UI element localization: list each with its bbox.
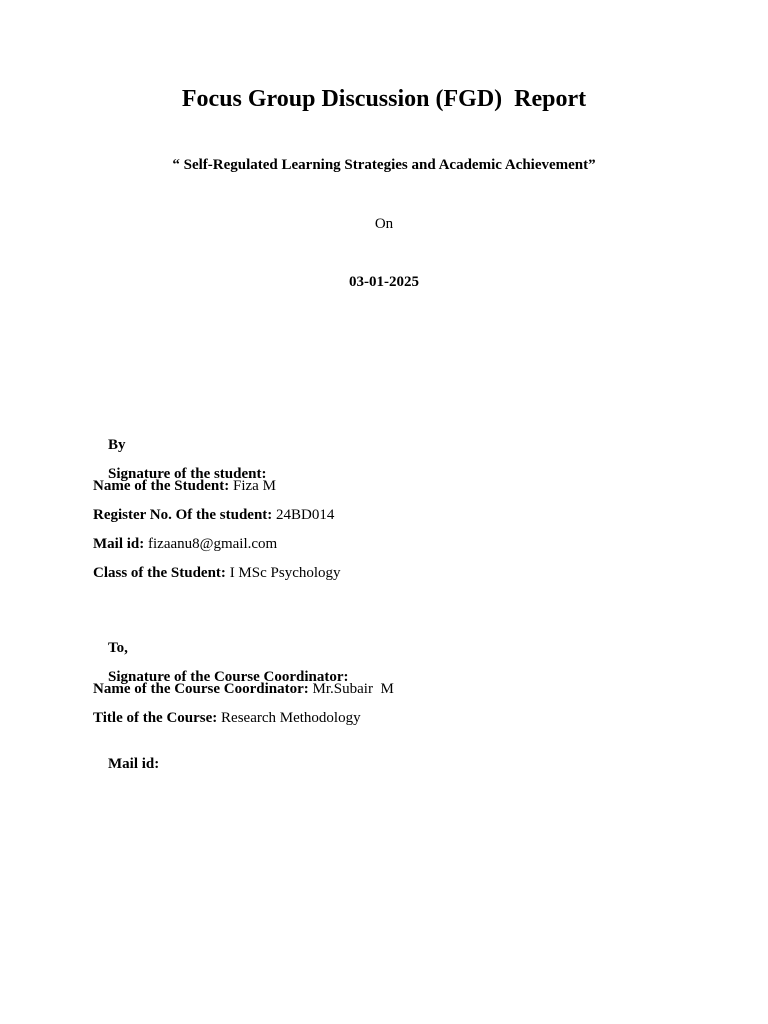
student-register-label: Register No. Of the student: <box>93 507 273 523</box>
student-class-label: Class of the Student: <box>93 565 226 581</box>
student-class-line <box>93 565 341 582</box>
coordinator-mail-label: Mail id: <box>108 756 160 772</box>
course-title-label: Title of the Course: <box>93 710 218 726</box>
document-title: Focus Group Discussion (FGD) Report <box>181 86 587 112</box>
by-text: By <box>108 437 126 453</box>
coordinator-signature-label: Signature of the Course Coordinator: <box>108 669 349 685</box>
to-text: To, <box>108 640 128 656</box>
student-name-line <box>93 478 276 495</box>
student-register-value: 24BD014 <box>276 507 335 523</box>
coordinator-name-line <box>93 681 394 698</box>
student-name-label: Name of the Student: <box>93 478 230 494</box>
coordinator-name-value: Mr.Subair M <box>312 681 394 697</box>
report-date: 03-01-2025 <box>349 274 419 290</box>
document-subtitle: “ Self-Regulated Learning Strategies and Academic Achievement” <box>172 157 596 173</box>
course-title-line <box>93 710 361 727</box>
student-mail-value: fizaanu8@gmail.com <box>148 536 278 552</box>
student-class-value: I MSc Psychology <box>229 565 341 581</box>
student-signature-label: Signature of the student: <box>108 466 267 482</box>
student-register-line <box>93 507 334 524</box>
on-label: On <box>374 216 394 232</box>
student-mail-line <box>93 536 277 553</box>
coordinator-mail-line <box>93 739 159 790</box>
course-title-value: Research Methodology <box>221 710 361 726</box>
student-mail-label: Mail id: <box>93 536 145 552</box>
student-name-value: Fiza M <box>233 478 276 494</box>
coordinator-name-label: Name of the Course Coordinator: <box>93 681 309 697</box>
